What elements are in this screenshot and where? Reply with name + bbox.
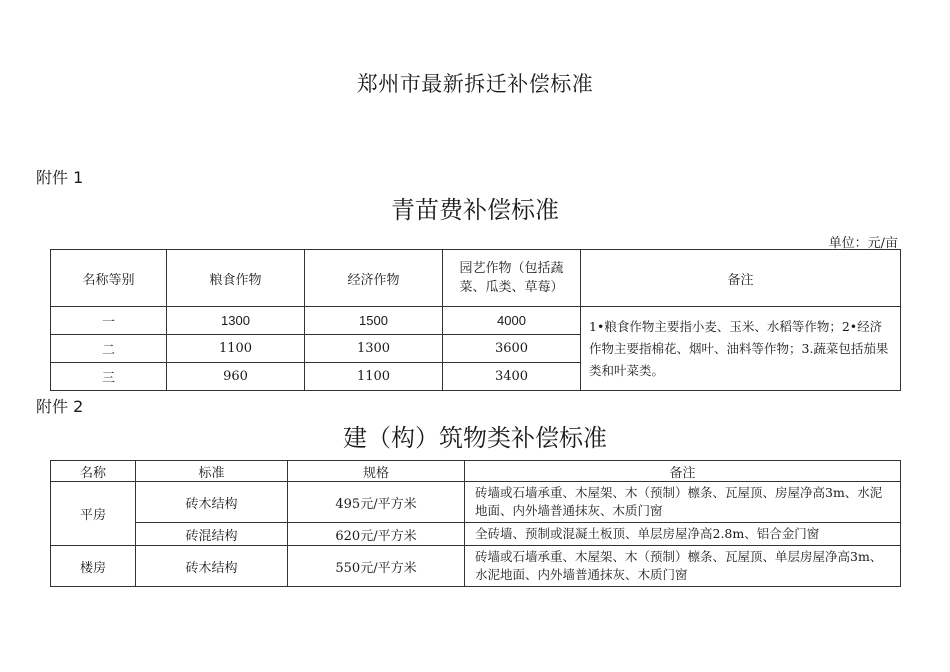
table-header-row [51, 461, 901, 482]
grade-cell: 二 [51, 335, 167, 363]
remark-cell: 砖墙或石墙承重、木屋架、木（预制）檩条、瓦屋顶、房屋净高3m、水泥地面、内外墙普通抹灰、木质门窗 [465, 482, 901, 523]
horticulture-value: 3600 [443, 335, 581, 363]
header-grade: 名称等别 [51, 250, 167, 307]
grain-value: 960 [167, 363, 305, 391]
table-row [51, 482, 901, 523]
unit-label: 单位：元/亩 [828, 236, 898, 251]
standard-cell: 砖木结构 [136, 482, 288, 523]
economic-value: 1300 [305, 335, 443, 363]
header-grain: 粮食作物 [167, 250, 305, 307]
grain-value: 1300 [167, 307, 305, 335]
spec-cell: 495元/平方米 [288, 482, 465, 523]
table-header-row [51, 250, 901, 307]
header-remark: 备注 [465, 461, 901, 482]
table-row [51, 546, 901, 587]
document-title: 郑州市最新拆迁补偿标准 [356, 72, 594, 96]
spec-cell: 620元/平方米 [288, 523, 465, 546]
table-row [51, 523, 901, 546]
remark-cell: 1•粮食作物主要指小麦、玉米、水稻等作物；2•经济作物主要指棉花、烟叶、油料等作物；3.蔬菜包括茄果类和叶菜类。 [581, 307, 901, 391]
horticulture-value: 3400 [443, 363, 581, 391]
building-type-cell: 平房 [51, 482, 136, 546]
remark-cell: 砖墙或石墙承重、木屋架、木（预制）檩条、瓦屋顶、单层房屋净高3m、水泥地面、内外墙普通抹灰、木质门窗 [465, 546, 901, 587]
seedling-compensation-table [50, 249, 901, 391]
table-row [51, 307, 901, 335]
header-remark: 备注 [581, 250, 901, 307]
grade-cell: 一 [51, 307, 167, 335]
spec-cell: 550元/平方米 [288, 546, 465, 587]
standard-cell: 砖混结构 [136, 523, 288, 546]
standard-cell: 砖木结构 [136, 546, 288, 587]
remark-cell: 全砖墙、预制或混凝土板顶、单层房屋净高2.8m、铝合金门窗 [465, 523, 901, 546]
economic-value: 1500 [305, 307, 443, 335]
economic-value: 1100 [305, 363, 443, 391]
horticulture-value: 4000 [443, 307, 581, 335]
attachment-1-label: 附件 1 [36, 168, 84, 187]
building-compensation-table [50, 460, 901, 587]
header-spec: 规格 [288, 461, 465, 482]
header-economic: 经济作物 [305, 250, 443, 307]
building-type-cell: 楼房 [51, 546, 136, 587]
grain-value: 1100 [167, 335, 305, 363]
attachment-2-title: 建（构）筑物类补偿标准 [343, 424, 607, 452]
header-standard: 标准 [136, 461, 288, 482]
attachment-2-label: 附件 2 [36, 397, 84, 416]
header-name: 名称 [51, 461, 136, 482]
header-horticulture: 园艺作物（包括蔬菜、瓜类、草莓） [443, 250, 581, 307]
grade-cell: 三 [51, 363, 167, 391]
attachment-1-title: 青苗费补偿标准 [391, 196, 559, 224]
